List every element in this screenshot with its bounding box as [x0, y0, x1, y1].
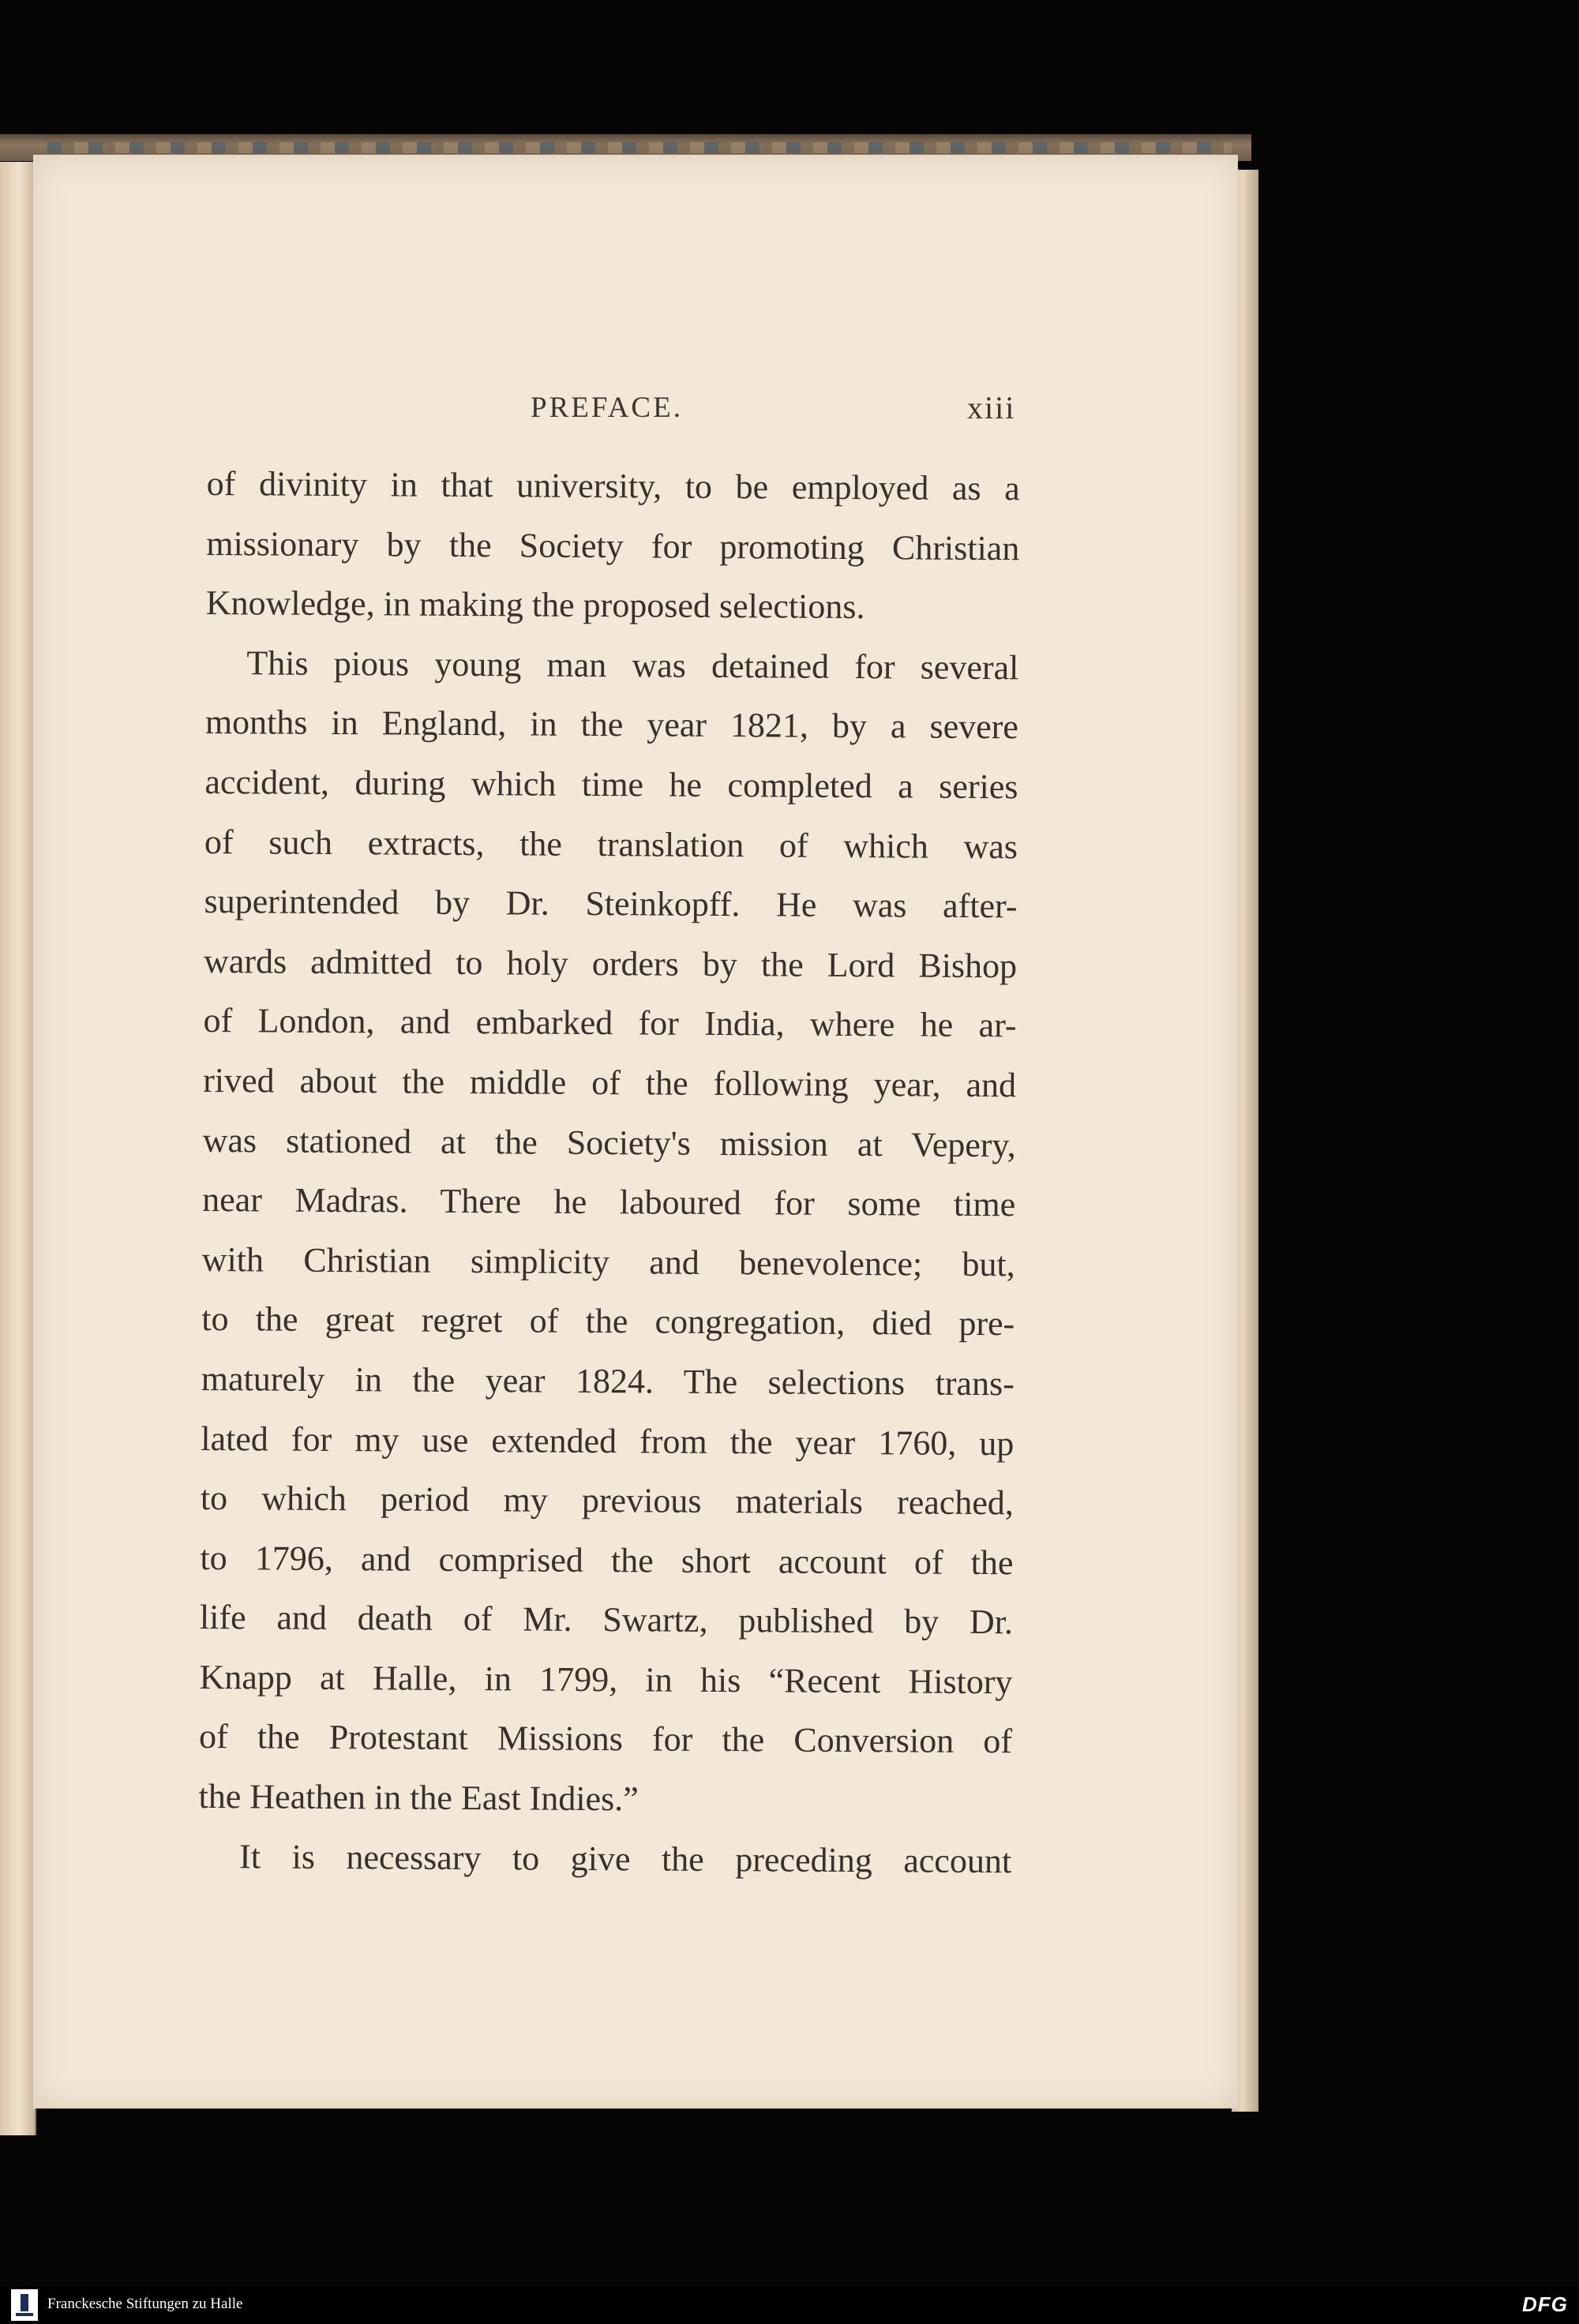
body-text — [198, 454, 1020, 1891]
text-line: of such extracts, the translation of which was — [204, 822, 1018, 866]
text-line: Knowledge, in making the proposed selections. — [205, 583, 865, 627]
text-line: to which period my previous materials reached, — [200, 1479, 1015, 1523]
institution-logo-icon — [11, 2289, 38, 2321]
text-line: missionary by the Society for promoting Christian — [206, 523, 1020, 568]
text-line: accident, during which time he completed a series — [204, 762, 1018, 807]
text-line: superintended by Dr. Steinkopff. He was after- — [204, 882, 1018, 926]
facing-page-edge — [0, 162, 36, 2135]
text-line: was stationed at the Society's mission at Vepery, — [202, 1120, 1016, 1164]
paragraph-start-line: This pious young man was detained for several — [246, 643, 1019, 688]
dfg-logo: DFG — [1522, 2292, 1568, 2316]
cover-marbling — [47, 142, 1232, 153]
text-line: of the Protestant Missions for the Conversion of — [198, 1717, 1013, 1761]
institution-name: Franckesche Stiftungen zu Halle — [47, 2296, 243, 2312]
text-line: rived about the middle of the following year, and — [203, 1060, 1017, 1105]
page-header — [0, 391, 1579, 438]
text-line: with Christian simplicity and benevolence; but, — [201, 1239, 1015, 1284]
text-line: of divinity in that university, to be employed as a — [206, 463, 1020, 508]
text-line: the Heathen in the East Indies.” — [198, 1777, 639, 1819]
text-line: to 1796, and comprised the short account of the — [200, 1538, 1014, 1582]
text-line: Knapp at Halle, in 1799, in his “Recent History — [199, 1657, 1013, 1702]
paragraph-start-line: It is necessary to give the preceding account — [238, 1836, 1012, 1880]
text-line: life and death of Mr. Swartz, published by Dr. — [199, 1598, 1014, 1642]
text-line: months in England, in the year 1821, by a severe — [204, 703, 1019, 747]
running-head: PREFACE. — [531, 392, 683, 424]
text-line: maturely in the year 1824. The selections trans- — [201, 1359, 1015, 1404]
text-line: of London, and embarked for India, where he ar- — [203, 1001, 1017, 1045]
page-number: xiii — [967, 390, 1016, 425]
text-line: near Madras. There he laboured for some time — [202, 1180, 1016, 1224]
text-line: lated for my use extended from the year 1760, up — [201, 1419, 1015, 1463]
text-line: to the great regret of the congregation, died pre- — [201, 1299, 1015, 1344]
text-line: wards admitted to holy orders by the Lord Bishop — [203, 941, 1018, 986]
viewer-footer-bar — [0, 2286, 1579, 2324]
